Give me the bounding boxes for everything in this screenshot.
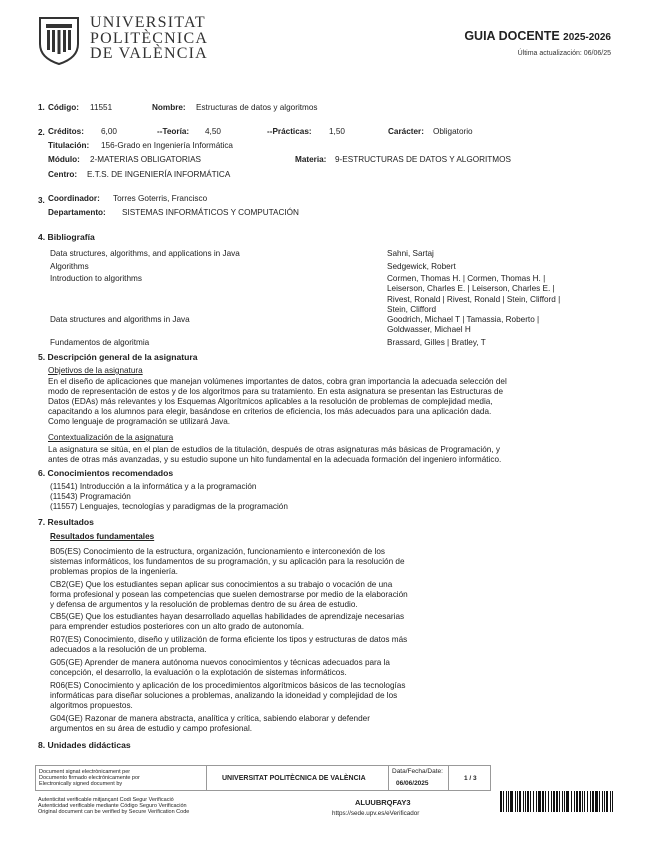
list-item: G04(GE) Razonar de manera abstracta, analítica y crítica, sabiendo elaborar y defender argumentos en su área de estudio y campo profesional. [50,713,370,733]
bib-title: Algorithms [50,262,89,271]
bib-authors: Sedgewick, Robert [387,262,456,271]
practice-value: 1,50 [329,127,345,136]
name-label: Nombre: [152,103,186,112]
code-label: Código: [48,103,79,112]
module-label: Módulo: [48,155,80,164]
verification-code: ALUUBRQFAY3 [355,798,411,807]
list-item: R06(ES) Conocimiento y aplicación de los procedimientos algorítmicos básicos de las tecnologías informáticas para diseñar soluciones a problemas, analizando la idoneidad y complejidad de los algoritmos propuestos. [50,680,406,710]
subject-value: 9-ESTRUCTURAS DE DATOS Y ALGORITMOS [335,155,511,164]
section-8-title: 8. Unidades didácticas [38,740,131,750]
date-label: Data/Fecha/Date: [392,768,443,775]
bib-authors: Brassard, Gilles | Bratley, T [387,338,486,347]
character-label: Carácter: [388,127,424,136]
objectives-title: Objetivos de la asignatura [48,366,143,375]
objectives-text: En el diseño de aplicaciones que manejan volúmenes importantes de datos, cobra gran importancia la adecuada selección del modo de representación de estos y de los algoritmos para su tratamiento. En esta asignatura se presentan las Estructuras de Datos (EDAs) más relevantes y los Esquemas Algorítmicos aplicables a la resolución de problemas de complejidad media, capacitando a los alumnos para elegir, basándose en criterios de eficiencia, los más adecuados para una aplicación dada. Como lenguaje de programación se utilizará Java. [48,377,507,426]
sign-date: 06/06/2025 [396,780,429,787]
subject-label: Materia: [295,155,327,164]
bib-authors: Goodrich, Michael T | Tamassia, Roberto | Goldwasser, Michael H [387,315,540,335]
section-5-title: 5. Descripción general de la asignatura [38,352,198,362]
bib-title: Introduction to algorithms [50,274,142,283]
bib-authors: Sahni, Sartaj [387,249,434,258]
coordinator-value: Torres Goterris, Francisco [113,194,208,203]
results-subtitle: Resultados fundamentales [50,532,155,541]
department-value: SISTEMAS INFORMÁTICOS Y COMPUTACIÓN [122,208,299,217]
results-list [50,547,408,733]
list-item: CB5(GE) Que los estudiantes hayan desarrollado aquellas habilidades de aprendizaje necesarias para emprender estudios posteriores con un alto grado de autonomía. [50,612,405,632]
character-value: Obligatorio [433,127,473,136]
upv-logo-icon [36,14,82,66]
theory-value: 4,50 [205,127,221,136]
list-item: (11543) Programación [50,491,131,501]
bib-title: Data structures, algorithms, and applications in Java [50,249,240,258]
barcode-icon [500,791,617,812]
center-value: E.T.S. DE INGENIERÍA INFORMÁTICA [87,170,231,179]
credits-label: Créditos: [48,127,84,136]
practice-label: --Prácticas: [267,127,312,136]
degree-label: Titulación: [48,141,90,150]
department-label: Departamento: [48,208,106,217]
verification-text: Autenticitat verificable mitjançant Codi Segur Verificació Autenticidad verificable mediante Código Seguro Verificación Original document can be verified by Secure Verification Code [38,797,190,815]
section-3-number: 3. [38,196,45,205]
last-update: Última actualización: 06/06/25 [517,50,611,57]
name-value: Estructuras de datos y algoritmos [196,103,318,112]
list-item: R07(ES) Conocimiento, diseño y utilización de forma eficiente los tipos y estructuras de datos más adecuados a la resolución de un problema. [50,635,408,655]
coordinator-label: Coordinador: [48,194,100,203]
module-value: 2-MATERIAS OBLIGATORIAS [90,155,202,164]
degree-value: 156-Grado en Ingeniería Informática [101,141,233,150]
section-2-number: 2. [38,128,45,137]
list-item: G05(GE) Aprender de manera autónoma nuevos conocimientos y técnicas adecuados para la concepción, el desarrollo, la evaluación o la explotación de sistemas informáticos. [50,658,390,677]
page-number: 1 / 3 [464,775,477,782]
credits-value: 6,00 [101,127,117,136]
signer-name: UNIVERSITAT POLITÈCNICA DE VALÈNCIA [222,775,366,782]
bib-authors: Cormen, Thomas H. | Cormen, Thomas H. | Leiserson, Charles E. | Leiserson, Charles E. | Rivest, Ronald | Rivest, Ronald | Stein, Clifford | Stein, Clifford [387,274,561,314]
section-4-title: 4. Bibliografía [38,232,95,242]
list-item: (11541) Introducción a la informática y a la programación [50,482,257,491]
university-name: UNIVERSITAT POLITÈCNICA DE VALÈNCIA [90,14,209,62]
list-item: B05(ES) Conocimiento de la estructura, organización, funcionamiento e interconexión de los sistemas informáticos, los fundamentos de su programación, y su aplicación para la resolución de problemas propios de la ingeniería. [50,547,405,576]
bib-title: Data structures and algorithms in Java [50,315,190,324]
theory-label: --Teoría: [157,127,190,136]
context-title: Contextualización de la asignatura [48,433,174,442]
signed-by-text: Document signat electrònicament per Documento firmado electrónicamente por Electronically signed document by [39,769,140,787]
context-text: La asignatura se sitúa, en el plan de estudios de la titulación, después de otras asignaturas más básicas de Programación, y antes de otras más avanzadas, y su estudio supone un hito fundamental en la adecuada formación del ingeniero informático. [48,445,502,464]
verification-url[interactable]: https://sede.upv.es/eVerificador [332,810,420,817]
center-label: Centro: [48,170,78,179]
section-1-number: 1. [38,103,45,112]
list-item: CB2(GE) Que los estudiantes sepan aplicar sus conocimientos a su trabajo o vocación de una forma profesional y posean las competencias que suelen demostrarse por medio de la elaboración y defensa de argumentos y la resolución de problemas dentro de su área de estudio. [50,579,408,609]
bib-title: Fundamentos de algoritmia [50,338,150,347]
list-item: (11557) Lenguajes, tecnologías y paradigmas de la programación [50,501,288,511]
signature-box [35,765,491,791]
code-value: 11551 [90,103,113,112]
section-7-title: 7. Resultados [38,517,94,527]
page-title: GUIA DOCENTE 2025-2026 [464,29,611,43]
section-6-title: 6. Conocimientos recomendados [38,468,174,478]
recommended-list [50,482,288,512]
